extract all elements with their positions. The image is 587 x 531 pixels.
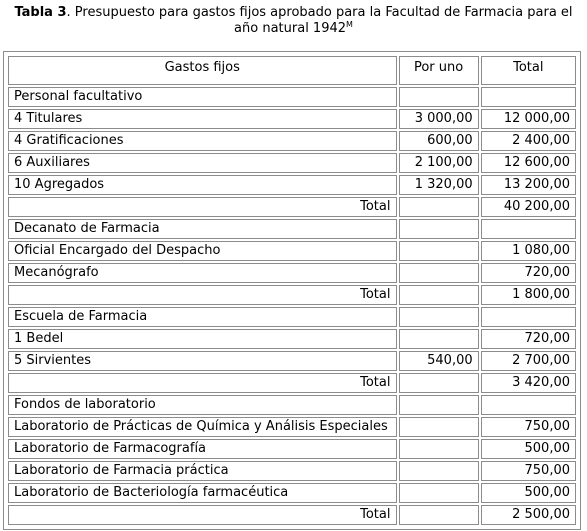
budget-table — [6, 54, 578, 527]
table-row — [8, 439, 576, 459]
header-row — [8, 56, 576, 85]
caption-text: . Presupuesto para gastos fijos aprobado para la Facultad de Farmacia para el año natural 1942 — [66, 5, 573, 36]
caption-label: Tabla 3 — [14, 5, 67, 20]
concept-cell: Escuela de Farmacia — [8, 307, 397, 327]
unit-cost-cell — [399, 219, 479, 239]
subtotal-row — [8, 505, 576, 525]
concept-cell: 4 Gratificaciones — [8, 131, 397, 151]
total-cell — [481, 219, 576, 239]
total-cell — [481, 87, 576, 107]
table-caption — [6, 5, 581, 37]
caption-superscript: M — [346, 20, 353, 29]
unit-cost-cell — [399, 241, 479, 261]
concept-cell: 1 Bedel — [8, 329, 397, 349]
unit-cost-cell — [399, 373, 479, 393]
concept-cell: 4 Titulares — [8, 109, 397, 129]
unit-cost-cell: 600,00 — [399, 131, 479, 151]
total-cell: 2 700,00 — [481, 351, 576, 371]
unit-cost-cell — [399, 197, 479, 217]
total-cell: 720,00 — [481, 329, 576, 349]
concept-cell: Fondos de laboratorio — [8, 395, 397, 415]
subtotal-row — [8, 197, 576, 217]
unit-cost-cell — [399, 461, 479, 481]
total-cell: 13 200,00 — [481, 175, 576, 195]
table-row — [8, 175, 576, 195]
unit-cost-cell — [399, 505, 479, 525]
table-body — [8, 87, 576, 525]
unit-cost-cell — [399, 307, 479, 327]
concept-cell: Laboratorio de Farmacografía — [8, 439, 397, 459]
unit-cost-cell: 1 320,00 — [399, 175, 479, 195]
total-cell: 1 800,00 — [481, 285, 576, 305]
unit-cost-cell: 2 100,00 — [399, 153, 479, 173]
table-row — [8, 329, 576, 349]
total-cell: 2 500,00 — [481, 505, 576, 525]
total-cell: 500,00 — [481, 483, 576, 503]
table-row — [8, 307, 576, 327]
subtotal-row — [8, 285, 576, 305]
header-por-uno: Por uno — [399, 56, 479, 85]
table-row — [8, 131, 576, 151]
total-cell: 12 000,00 — [481, 109, 576, 129]
unit-cost-cell — [399, 263, 479, 283]
total-cell — [481, 395, 576, 415]
concept-cell: Oficial Encargado del Despacho — [8, 241, 397, 261]
unit-cost-cell: 540,00 — [399, 351, 479, 371]
concept-cell: 6 Auxiliares — [8, 153, 397, 173]
unit-cost-cell — [399, 329, 479, 349]
unit-cost-cell — [399, 395, 479, 415]
subtotal-label: Total — [8, 505, 397, 525]
total-cell: 3 420,00 — [481, 373, 576, 393]
total-cell: 500,00 — [481, 439, 576, 459]
table-row — [8, 109, 576, 129]
total-cell: 750,00 — [481, 461, 576, 481]
table-row — [8, 219, 576, 239]
concept-cell: Laboratorio de Bacteriología farmacéutica — [8, 483, 397, 503]
unit-cost-cell — [399, 439, 479, 459]
unit-cost-cell — [399, 417, 479, 437]
concept-cell: Decanato de Farmacia — [8, 219, 397, 239]
table-row — [8, 87, 576, 107]
total-cell: 750,00 — [481, 417, 576, 437]
total-cell: 2 400,00 — [481, 131, 576, 151]
table-row — [8, 241, 576, 261]
subtotal-label: Total — [8, 197, 397, 217]
subtotal-label: Total — [8, 285, 397, 305]
unit-cost-cell — [399, 87, 479, 107]
unit-cost-cell — [399, 483, 479, 503]
concept-cell: Laboratorio de Prácticas de Química y Análisis Especiales — [8, 417, 397, 437]
total-cell — [481, 307, 576, 327]
concept-cell: Laboratorio de Farmacia práctica — [8, 461, 397, 481]
table-row — [8, 461, 576, 481]
total-cell: 40 200,00 — [481, 197, 576, 217]
total-cell: 12 600,00 — [481, 153, 576, 173]
subtotal-row — [8, 373, 576, 393]
concept-cell: Mecanógrafo — [8, 263, 397, 283]
total-cell: 1 080,00 — [481, 241, 576, 261]
table-row — [8, 263, 576, 283]
table-row — [8, 395, 576, 415]
concept-cell: Personal facultativo — [8, 87, 397, 107]
unit-cost-cell: 3 000,00 — [399, 109, 479, 129]
concept-cell: 10 Agregados — [8, 175, 397, 195]
concept-cell: 5 Sirvientes — [8, 351, 397, 371]
header-total: Total — [481, 56, 576, 85]
budget-table-frame — [3, 51, 581, 530]
table-row — [8, 153, 576, 173]
unit-cost-cell — [399, 285, 479, 305]
table-row — [8, 417, 576, 437]
total-cell: 720,00 — [481, 263, 576, 283]
table-row — [8, 483, 576, 503]
subtotal-label: Total — [8, 373, 397, 393]
table-row — [8, 351, 576, 371]
header-gastos-fijos: Gastos fijos — [8, 56, 397, 85]
